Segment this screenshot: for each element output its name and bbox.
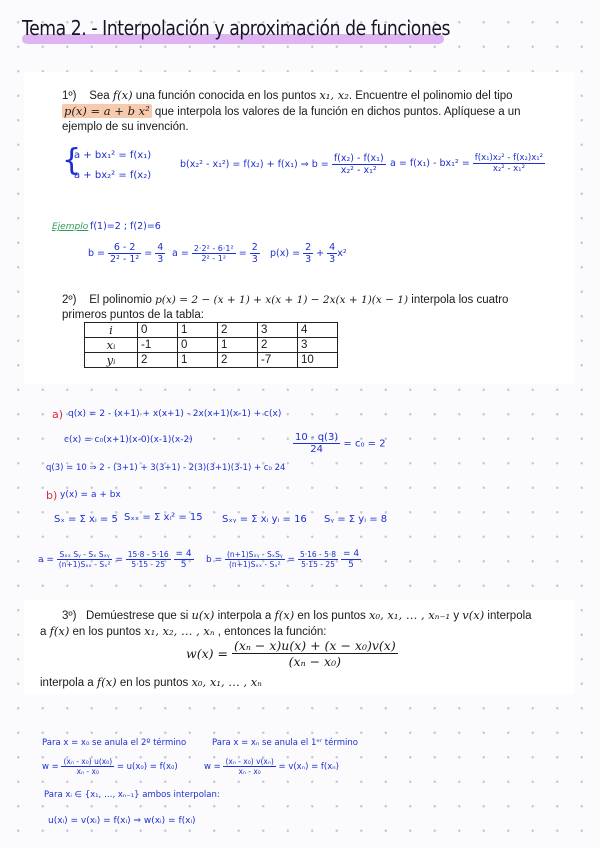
case-interior: Para xᵢ ∈ {x₁, …, xₙ₋₁} ambos interpolan: [44,790,220,800]
page-title-block [14,10,451,50]
table-row [85,338,338,353]
table-cell: 2 [258,338,298,353]
case-xn: Para x = xₙ se anula el 1ᵉʳ término [212,738,358,748]
problem-1-line-1: 1º) Sea f(x) una función conocida en los puntos x₁, x₂. Encuentre el polinomio del tipo [62,88,513,102]
data-table [84,322,338,368]
w-at-x0: w = $\frac{\text{(xₙ - x₀) u(x₀)}}{\text{xₙ - x₀}}$ = u(x₀) = f(x₀) [42,757,178,776]
table-cell: 2 [138,353,178,368]
highlighted-polynomial: p(x) = a + b x² [64,104,150,118]
table-cell: xᵢ [85,338,138,353]
a-regression: a = $\frac{\text{Sₓₓ Sᵧ - Sₓ Sₓᵧ}}{\text{(n+1)Sₓₓ - Sₓ²}}$ = $\frac{15\cdot 8 - 5\cdot 16}{5\cdot 15 - 25}$ $\frac{= 4}{5}$ [38,549,192,570]
case-x0: Para x = x₀ se anula el 2º término [42,738,187,748]
table-cell: 2 [218,353,258,368]
system-eq-1: a + bx₁² = f(x₁) [74,150,152,161]
sum-sy: Sᵧ = Σ yᵢ = 8 [324,514,388,525]
w-formula: w(x) = $\frac{\text{(xₙ − x)u(x) + (x − x₀)v(x)}}{\text{(xₙ − x₀)}}$ [186,638,396,669]
table-cell: 0 [178,338,218,353]
q3-expression: q(3) = 10 ⇒ 2 - (3+1) + 3(3+1) - 2(3)(3+1)(3-1) + c₀ 24 [46,463,286,473]
table-cell: 1 [178,323,218,338]
problem-2-line-2: primeros puntos de la tabla: [62,309,204,321]
part-a-label: a) [52,408,64,421]
part-b-label: b) [46,489,58,502]
problem-3-statement [40,608,570,640]
linear-model: y(x) = a + bx [60,490,121,500]
table-row [85,353,338,368]
problem-3-line-3: interpola a f(x) en los puntos x₀, x₁, … , xₙ [40,675,262,689]
problem-1-statement [62,88,552,135]
a-derivation: a = f(x₁) - bx₁² = $\frac{\text{f(x₁)x₂² - f(x₂)x₁²}}{\text{x₂² - x₁²}}$ [390,153,544,174]
page-title: Tema 2. - Interpolación y aproximación de funciones [22,16,451,40]
sum-sxx: Sₓₓ = Σ xᵢ² = 15 [124,512,203,523]
ejemplo-label: Ejemplo [52,222,89,232]
problem-2-number: 2º) [62,294,77,306]
sum-sx: Sₓ = Σ xᵢ = 5 [54,514,118,525]
table-cell: 3 [258,323,298,338]
table-cell: i [85,323,138,338]
problem-3-line-2: a f(x) en los puntos x₁, x₂, … , xₙ , entonces la función: [40,624,327,638]
interior-result: u(xᵢ) = v(xᵢ) = f(xᵢ) ⇒ w(xᵢ) = f(xᵢ) [48,816,196,826]
ejemplo-data: f(1)=2 ; f(2)=6 [90,221,161,232]
problem-1-number: 1º) [62,90,77,102]
q-expression: q(x) = 2 - (x+1) + x(x+1) - 2x(x+1)(x-1) + c(x) [68,409,282,419]
table-cell: -1 [138,338,178,353]
ejemplo-a: a = $\frac{\text{2·2² - 6·1²}}{\text{2² - 1²}}$ = $\frac{2}{3}$ [172,242,258,265]
problem-2-statement [62,293,562,323]
table-cell: 4 [298,323,338,338]
sum-sxy: Sₓᵧ = Σ xᵢ yᵢ = 16 [222,514,307,525]
w-at-xn: w = $\frac{\text{(xₙ - x₀) v(xₙ)}}{\text{xₙ - x₀}}$ = v(xₙ) = f(xₙ) [204,757,339,776]
table-cell: 10 [298,353,338,368]
c0-result: $\frac{10 - q(3)}{24}$ = c₀ = 2 [295,432,386,455]
problem-1-line-3: ejemplo de su invención. [62,121,189,133]
system-eq-2: a + bx₂² = f(x₂) [74,170,152,181]
table-cell: 3 [298,338,338,353]
c-expression: c(x) = c₀(x+1)(x-0)(x-1)(x-2) [64,435,193,445]
b-regression: b = $\frac{\text{(n+1)Sₓᵧ - SₓSᵧ}}{\text{(n+1)Sₓₓ - Sₓ²}}$ = $\frac{5\cdot 16 - 5\cdot 8}{5\cdot 15 - 25}$ $\frac{= 4}{5}$ [206,549,360,570]
table-cell: -7 [258,353,298,368]
problem-3-number: 3º) [62,610,77,622]
problem-2-line-1: 2º) El polinomio p(x) = 2 − (x + 1) + x(x + 1) − 2x(x + 1)(x − 1) interpola los cuatro [62,294,509,306]
table-cell: 2 [218,323,258,338]
table-cell: 1 [218,338,258,353]
table-cell: yᵢ [85,353,138,368]
system-bracket: { [62,143,82,178]
ejemplo-polynomial: p(x) = $\frac{2}{3}$ + $\frac{4}{3}$ x² [270,242,347,265]
b-derivation: b(x₂² - x₁²) = f(x₂) + f(x₁) ⇒ b = $\frac{\text{f(x₂) - f(x₁)}}{\text{x₂² - x₁²}}$ [180,153,384,176]
table-row [85,323,338,338]
table-cell: 1 [178,353,218,368]
problem-1-line-2: p(x) = a + b x² que interpola los valores de la función en dichos puntos. Aplíquese a un [64,104,521,118]
table-cell: 0 [138,323,178,338]
ejemplo-b: b = $\frac{6 - 2}{\text{2² - 1²}}$ = $\frac{4}{3}$ [88,242,164,265]
problem-3-line-1: 3º) Demúestrese que si u(x) interpola a f(x) en los puntos x₀, x₁, … , xₙ₋₁ y v(x) interpola [62,608,532,622]
